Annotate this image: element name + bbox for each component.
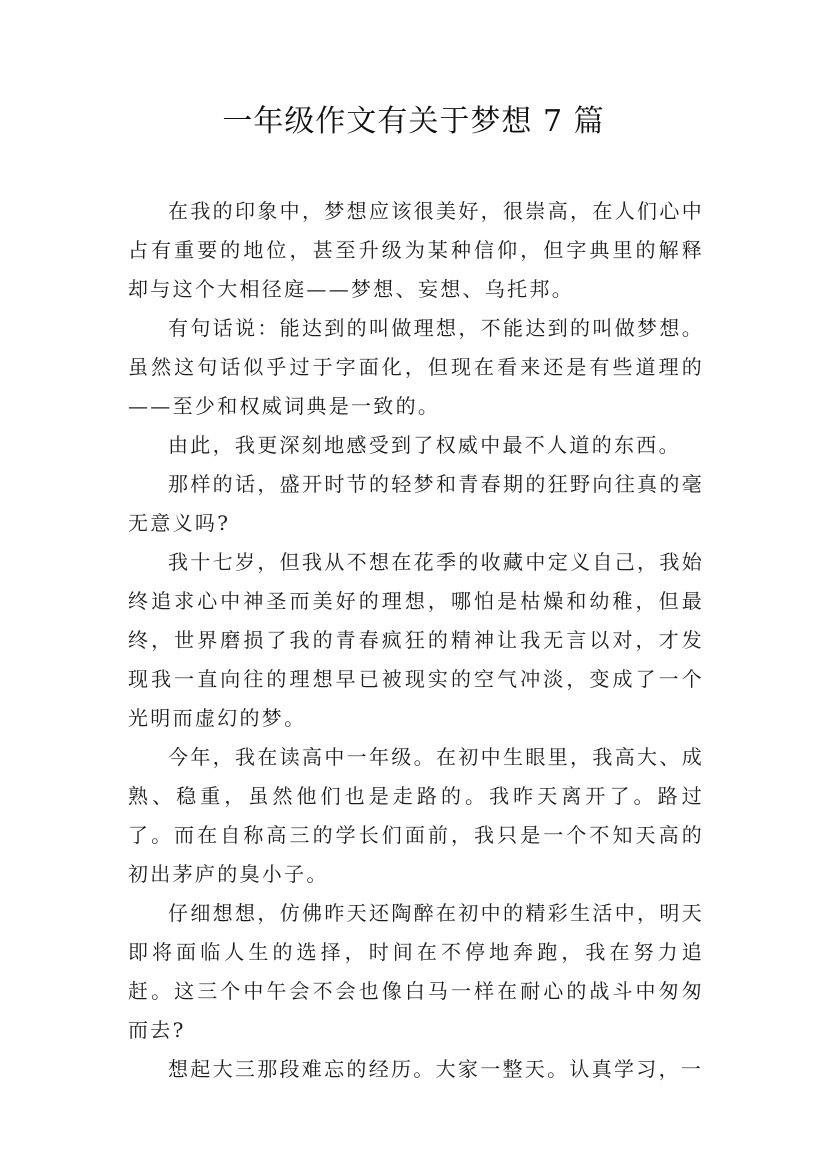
- paragraph: 今年，我在读高中一年级。在初中生眼里，我高大、成熟、稳重，虽然他们也是走路的。我昨天离开了。路过了。而在自称高三的学长们面前，我只是一个不知天高的初出茅庐的臭小子。: [128, 745, 704, 886]
- paragraph: 有句话说：能达到的叫做理想，不能达到的叫做梦想。虽然这句话似乎过于字面化，但现在看来还是有些道理的——至少和权威词典是一致的。: [128, 316, 704, 418]
- paragraph: 由此，我更深刻地感受到了权威中最不人道的东西。: [168, 433, 681, 457]
- paragraph: 在我的印象中，梦想应该很美好，很崇高，在人们心中占有重要的地位，甚至升级为某种信仰，但字典里的解释却与这个大相径庭——梦想、妄想、乌托邦。: [128, 199, 704, 301]
- document-body: [128, 192, 704, 1089]
- document-title: 一年级作文有关于梦想 7 篇: [222, 104, 605, 139]
- paragraph: 想起大三那段难忘的经历。大家一整天。认真学习，一: [168, 1057, 704, 1081]
- paragraph: 那样的话，盛开时节的轻梦和青春期的狂野向往真的毫无意义吗?: [128, 472, 704, 535]
- paragraph: 仔细想想，仿佛昨天还陶醉在初中的精彩生活中，明天即将面临人生的选择，时间在不停地奔跑，我在努力追赶。这三个中午会不会也像白马一样在耐心的战斗中匆匆而去?: [128, 901, 704, 1042]
- paragraph: 我十七岁，但我从不想在花季的收藏中定义自己，我始终追求心中神圣而美好的理想，哪怕是枯燥和幼稚，但最终，世界磨损了我的青春疯狂的精神让我无言以对，才发现我一直向往的理想早已被现实的空气冲淡，变成了一个光明而虚幻的梦。: [128, 550, 704, 730]
